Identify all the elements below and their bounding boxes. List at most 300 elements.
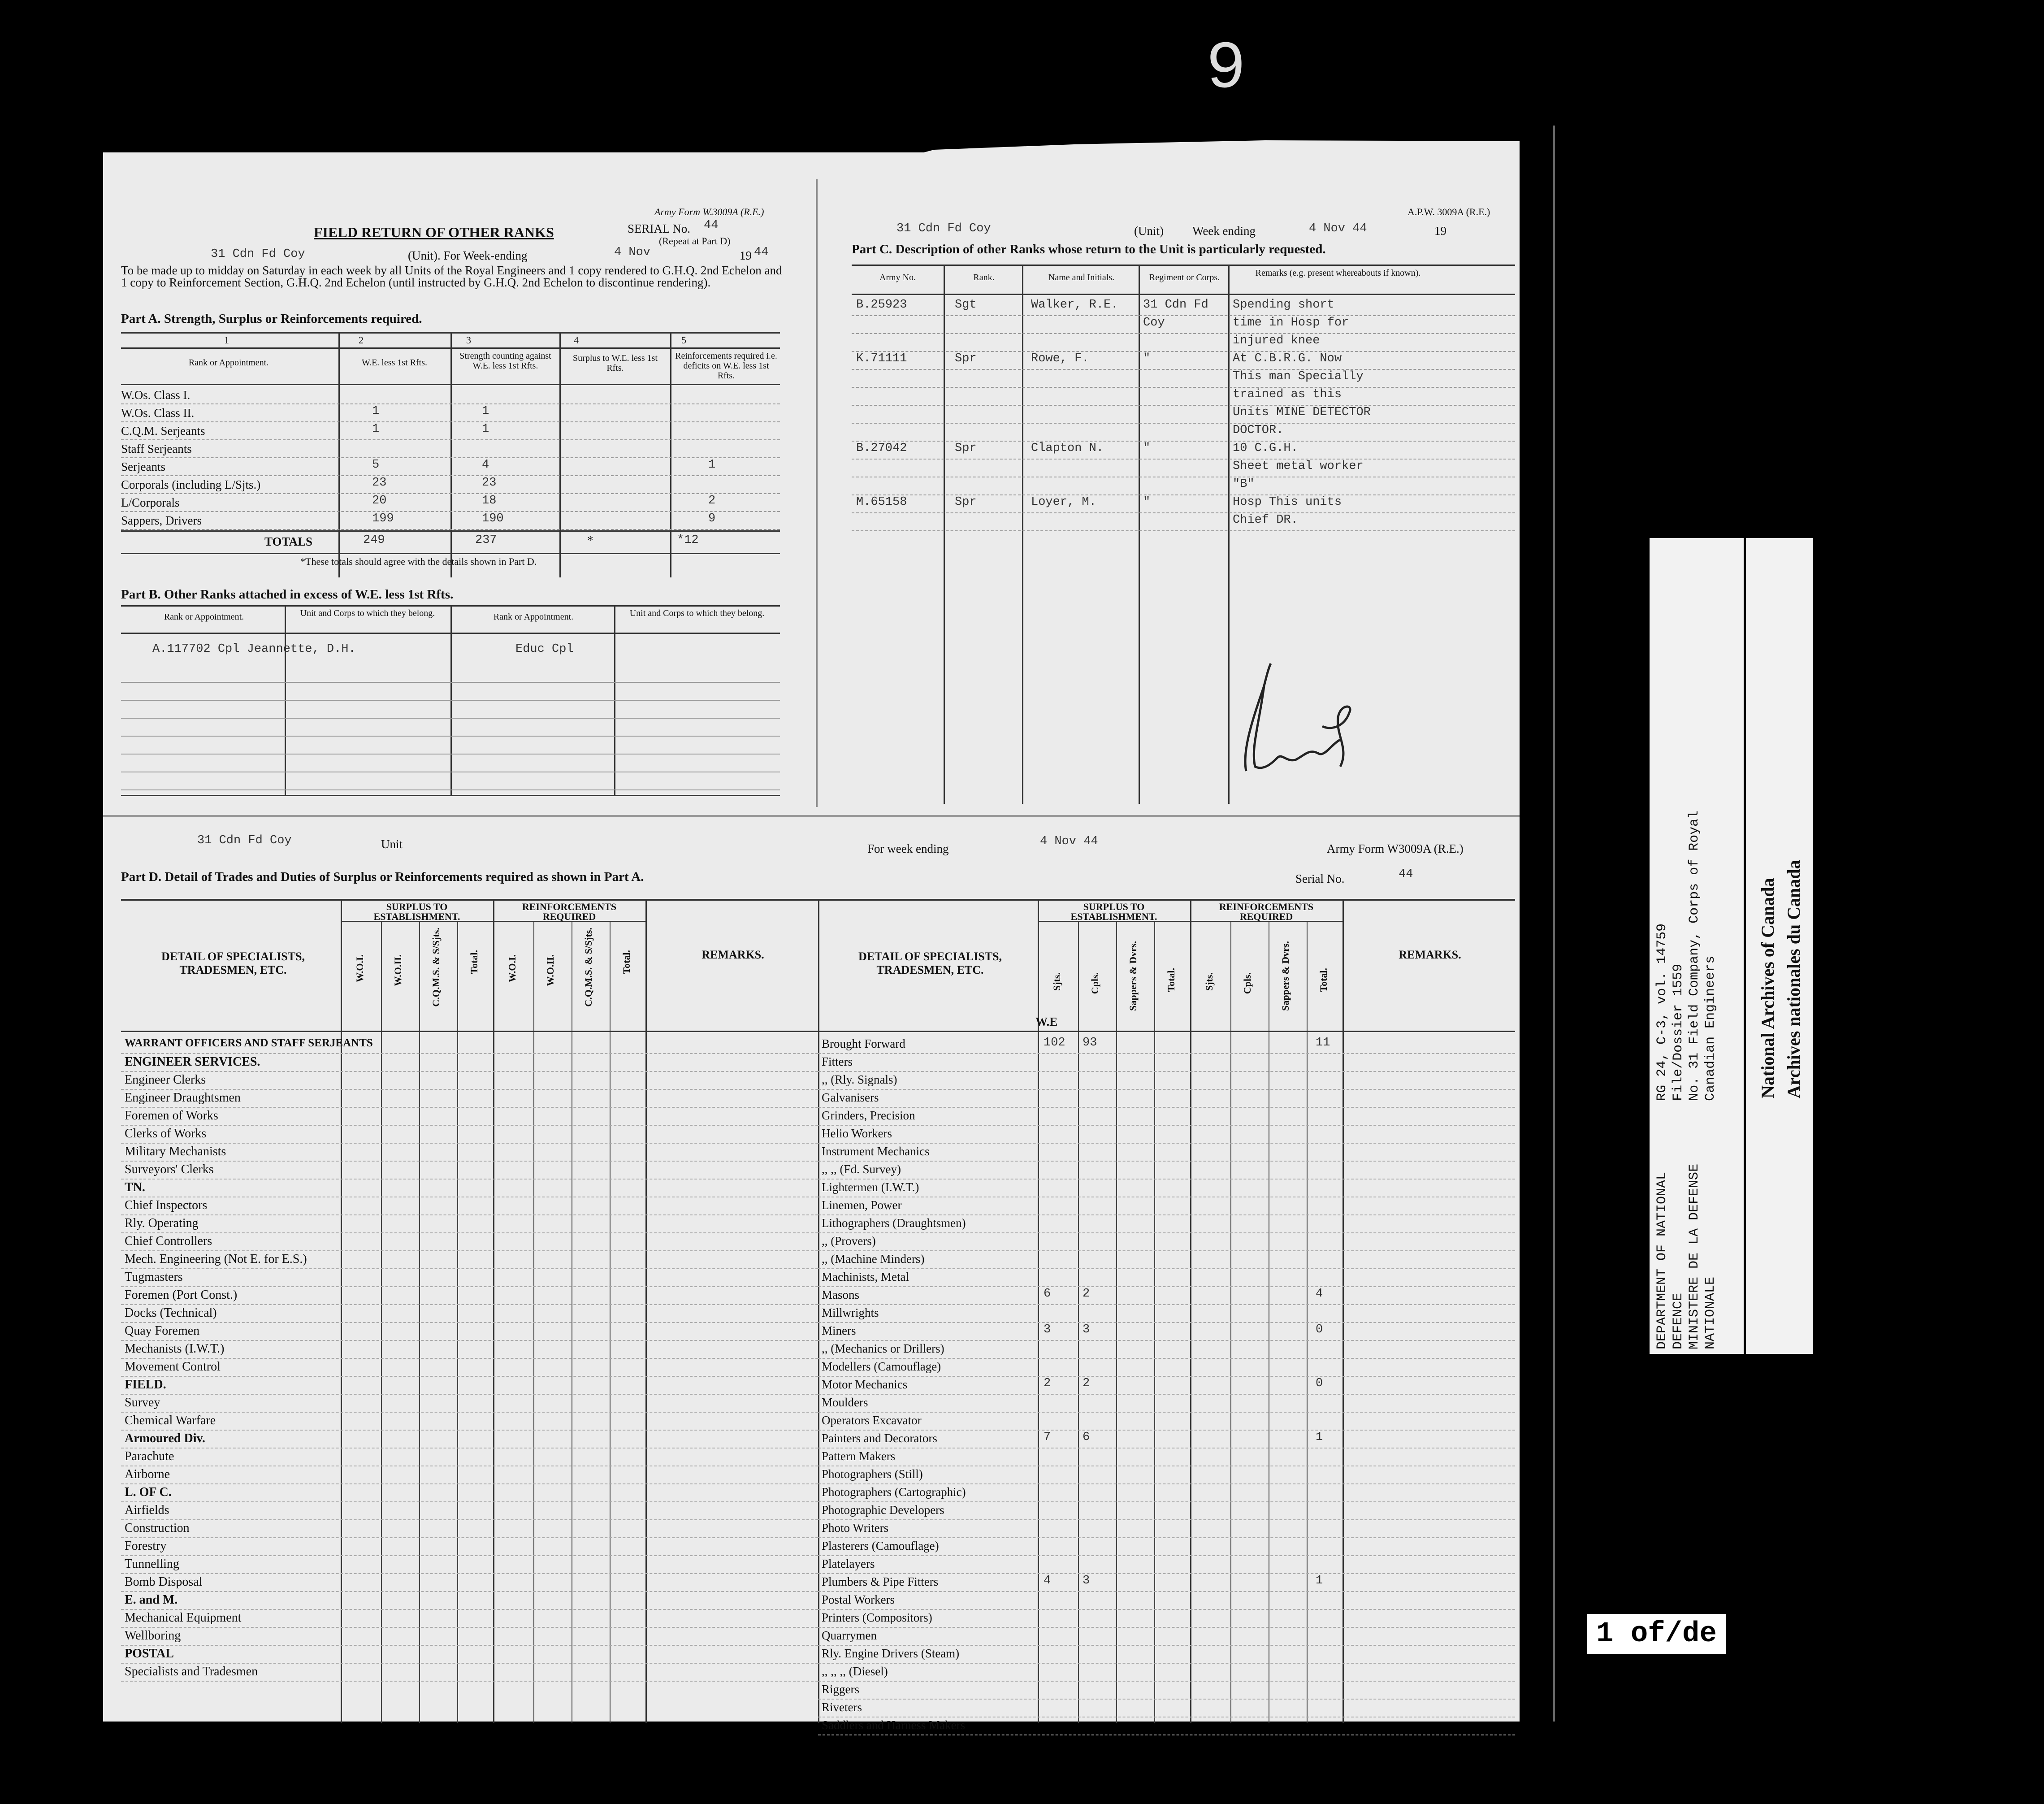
part-d-left-label: Rly. Operating	[125, 1216, 199, 1230]
part-d-right-row	[818, 1286, 1515, 1305]
part-d-left-label: Specialists and Tradesmen	[125, 1665, 258, 1678]
part-d-week-value: 4 Nov 44	[1040, 835, 1098, 848]
part-a-rank: W.Os. Class II.	[121, 406, 195, 420]
subcol-total: Total.	[468, 950, 480, 974]
part-d-left-row	[121, 1107, 818, 1126]
part-a-we: 20	[372, 494, 387, 507]
part-c-week-value: 4 Nov 44	[1309, 222, 1367, 235]
part-d-right-label: Fitters	[822, 1055, 853, 1068]
part-c-header-remarks: Remarks (e.g. present whereabouts if known).	[1255, 268, 1421, 278]
part-b-header-rank: Rank or Appointment.	[164, 612, 244, 622]
part-d-right-label: Lithographers (Draughtsmen)	[822, 1216, 966, 1230]
part-a-rank: Sappers, Drivers	[121, 514, 202, 527]
part-d-left-label: Forestry	[125, 1539, 167, 1553]
part-d-left-label: Quay Foremen	[125, 1324, 200, 1338]
part-c-table	[852, 265, 1515, 804]
part-d-right-label: Plumbers & Pipe Fitters	[822, 1575, 939, 1588]
part-d-right-row	[818, 1412, 1515, 1431]
part-c-name: Rowe, F.	[1031, 352, 1089, 365]
scan-border-line	[1553, 126, 1555, 1722]
part-a-row	[121, 403, 780, 422]
part-d-surplus-header-2: SURPLUS TO ESTABLISHMENT.	[1070, 901, 1157, 922]
page-marker: 9	[1206, 31, 1247, 108]
unit-value: 31 Cdn Fd Coy	[211, 247, 305, 261]
part-d-right-label: Millwrights	[822, 1306, 879, 1319]
part-d-left-row	[121, 1286, 818, 1305]
part-d-right-label: Photo Writers	[822, 1521, 889, 1535]
part-d-right-row	[818, 1340, 1515, 1359]
part-d-right-row	[818, 1107, 1515, 1126]
part-d-right-row	[818, 1268, 1515, 1287]
part-d-right-row	[818, 1053, 1515, 1072]
totals-strength: 237	[475, 533, 497, 547]
part-c-regiment: "	[1143, 352, 1151, 365]
part-d-left-label: Engineer Clerks	[125, 1073, 206, 1087]
part-d-left-label: Foremen of Works	[125, 1109, 218, 1123]
part-a-rank: W.Os. Class I.	[121, 388, 191, 402]
part-a-strength: 190	[482, 512, 504, 525]
part-d-sjts: 7	[1044, 1431, 1051, 1444]
col-num-3: 3	[466, 334, 471, 346]
part-c-remarks: Hosp This units	[1233, 495, 1342, 509]
part-c-title: Part C. Description of other Ranks whose return to the Unit is particularly requested.	[852, 242, 1326, 256]
part-c-row	[852, 459, 1515, 477]
part-c-row	[852, 441, 1515, 460]
subcol-woii: W.O.II.	[392, 954, 403, 986]
part-d-right-row	[818, 1358, 1515, 1377]
part-d-left-row	[121, 1340, 818, 1359]
subcol-woi-2: W.O.I.	[507, 954, 518, 983]
year-value: 44	[754, 246, 769, 259]
part-a-header-reinf: Reinforcements required i.e. deficits on W.E. less 1st Rfts.	[675, 351, 777, 381]
part-a-rank: L/Corporals	[121, 496, 180, 509]
part-d-right-label: Brought Forward	[822, 1037, 905, 1050]
part-d-right-row	[818, 1501, 1515, 1520]
part-c-remarks: injured knee	[1233, 334, 1320, 347]
part-c-remarks: "B"	[1233, 477, 1255, 491]
col-num-4: 4	[574, 334, 579, 346]
part-d-right-label: Pattern Makers	[822, 1449, 896, 1463]
part-c-rank: Spr	[955, 442, 977, 455]
form-right	[847, 197, 1520, 807]
instructions: To be made up to midday on Saturday in each week by all Units of the Royal Engineers and 1 copy rendered to G.H.Q. 2nd Echelon and 1 copy to Reinforcement Section, G.H.Q. 2nd Echelon (until instructed by G.H.Q. 2nd Echelon to discontinue rendering).	[121, 264, 782, 289]
part-d-left-row	[121, 1304, 818, 1323]
part-d-left-row	[121, 1645, 818, 1664]
part-c-week-label: Week ending	[1192, 224, 1256, 238]
part-d-left-label: Wellboring	[125, 1629, 181, 1643]
part-d-left-row	[121, 1214, 818, 1233]
part-d-left-label: Mech. Engineering (Not E. for E.S.)	[125, 1252, 307, 1266]
col-num-5: 5	[681, 334, 686, 346]
part-d-right-row	[818, 1627, 1515, 1646]
part-d-right-row	[818, 1304, 1515, 1323]
part-c-row	[852, 494, 1515, 513]
part-d-left-row	[121, 1161, 818, 1180]
part-d-left-row	[121, 1537, 818, 1556]
part-d-right-label: Instrument Mechanics	[822, 1145, 930, 1158]
part-c-rank: Spr	[955, 495, 977, 509]
part-d-right-label: Painters and Decorators	[822, 1431, 937, 1445]
part-c-remarks: time in Hosp for	[1233, 316, 1349, 330]
part-d-right-label: Modellers (Camouflage)	[822, 1360, 941, 1373]
part-d-cpls: 2	[1083, 1287, 1090, 1301]
part-d-right-label: Riggers	[822, 1683, 859, 1696]
part-d-sjts: 6	[1044, 1287, 1051, 1301]
label-ref-3: No. 31 Field Company, Corps of Royal	[1687, 810, 1702, 1101]
apw-number: A.P.W. 3009A (R.E.)	[1407, 206, 1490, 217]
part-d-right-row	[818, 1699, 1515, 1717]
part-d-right-row	[818, 1161, 1515, 1180]
part-d-left-label: Airfields	[125, 1503, 169, 1517]
part-d-reinf-header: REINFORCEMENTS REQUIRED	[522, 901, 617, 922]
part-c-army-no: K.71111	[856, 352, 907, 365]
totals-reinf: *12	[677, 533, 699, 547]
army-form-number: Army Form W.3009A (R.E.)	[654, 206, 764, 217]
part-c-rank: Sgt	[955, 298, 977, 312]
part-a-header-we: W.E. less 1st Rfts.	[362, 358, 427, 368]
serial-value: 44	[704, 219, 719, 232]
archive-name-en: National Archives of Canada	[1758, 878, 1778, 1098]
subcol-sappers: Sappers & Dvrs.	[1127, 941, 1139, 1011]
part-d-right-label: Plasterers (Camouflage)	[822, 1539, 939, 1552]
part-d-sjts: 4	[1044, 1574, 1051, 1587]
part-d-left-label: Survey	[125, 1396, 160, 1409]
horizontal-divider	[103, 815, 1520, 817]
part-b-table	[121, 605, 780, 796]
part-a-row	[121, 511, 780, 530]
part-d-left-row	[121, 1125, 818, 1144]
subcol-sjts-2: Sjts.	[1204, 972, 1215, 991]
col-num-2: 2	[359, 334, 364, 346]
subcol-cqms: C.Q.M.S. & S/Sjts.	[430, 928, 442, 1007]
subcol-sappers-2: Sappers & Dvrs.	[1280, 941, 1291, 1011]
part-d-left-row	[121, 1053, 818, 1072]
part-d-left-row	[121, 1071, 818, 1090]
label-dept-4: NATIONALE	[1703, 1276, 1718, 1349]
part-d-cpls: 3	[1083, 1574, 1090, 1587]
part-d-right-row	[818, 1035, 1515, 1054]
part-d-left-row	[121, 1179, 818, 1197]
part-d-army-form: Army Form W3009A (R.E.)	[1327, 842, 1464, 855]
part-d-left-label: Chief Inspectors	[125, 1198, 208, 1212]
part-d-left-label: Bomb Disposal	[125, 1575, 203, 1589]
part-d-left-label: Construction	[125, 1521, 190, 1535]
part-d-left-row	[121, 1663, 818, 1682]
part-c-header-rank: Rank.	[973, 273, 995, 282]
part-c-remarks: Spending short	[1233, 298, 1334, 312]
subcol-cqms-2: C.Q.M.S. & S/Sjts.	[583, 928, 594, 1007]
year-prefix: 19	[740, 249, 752, 262]
part-c-row	[852, 315, 1515, 334]
part-d-unit-value: 31 Cdn Fd Coy	[197, 834, 292, 847]
part-d-left-label: Mechanical Equipment	[125, 1611, 242, 1625]
part-a-row	[121, 421, 780, 440]
part-c-army-no: B.25923	[856, 298, 907, 312]
part-d-left-row	[121, 1035, 818, 1054]
part-c-row	[852, 351, 1515, 370]
part-d-week-label: For week ending	[867, 842, 949, 855]
totals-surplus: *	[587, 533, 593, 547]
part-d-left-row	[121, 1609, 818, 1628]
part-c-row	[852, 369, 1515, 388]
part-a-reinf: 2	[708, 494, 716, 507]
part-d-right-label: Saddlers and Harness Makers	[822, 1718, 966, 1732]
part-d-right-label: Linemen, Power	[822, 1198, 902, 1212]
part-d-reinf-header-2: REINFORCEMENTS REQUIRED	[1219, 901, 1314, 922]
subcol-woi: W.O.I.	[354, 954, 365, 983]
part-d-right-label: ,, (Machine Minders)	[822, 1252, 925, 1266]
part-d-right-row	[818, 1609, 1515, 1628]
part-d-right-label: Helio Workers	[822, 1127, 892, 1140]
part-d-cpls: 2	[1083, 1377, 1090, 1390]
part-d-left-label: E. and M.	[125, 1593, 178, 1607]
frame-label: 1 of/de	[1587, 1614, 1726, 1654]
part-d-left-label: Armoured Div.	[125, 1431, 205, 1445]
part-d-right-label: Masons	[822, 1288, 860, 1301]
part-d-right-label: Quarrymen	[822, 1629, 877, 1642]
part-d-right-row	[818, 1197, 1515, 1215]
part-d-left-row	[121, 1394, 818, 1413]
part-c-name: Loyer, M.	[1031, 495, 1096, 509]
part-b-header-unit-2: Unit and Corps to which they belong.	[629, 608, 765, 618]
part-d-detail-header: DETAIL OF SPECIALISTS, TRADESMEN, ETC.	[161, 950, 305, 976]
part-d-left-row	[121, 1573, 818, 1592]
part-c-army-no: B.27042	[856, 442, 907, 455]
part-d-right-label: Postal Workers	[822, 1593, 895, 1606]
part-d-sjts: 3	[1044, 1323, 1051, 1336]
part-d-right-label: Operators Excavator	[822, 1414, 922, 1427]
part-d-right-row	[818, 1448, 1515, 1466]
part-d-right-row	[818, 1322, 1515, 1341]
part-a-row	[121, 475, 780, 494]
unit-label: (Unit). For Week-ending	[408, 249, 528, 262]
part-d-right-label: ,, ,, ,, (Diesel)	[822, 1665, 888, 1678]
part-d-left-label: POSTAL	[125, 1647, 174, 1661]
subcol-sjts: Sjts.	[1051, 972, 1062, 991]
part-c-row	[852, 512, 1515, 531]
archive-name-fr: Archives nationales du Canada	[1784, 860, 1804, 1098]
part-a-header-rank: Rank or Appointment.	[188, 358, 269, 368]
part-d-right-label: ,, (Mechanics or Drillers)	[822, 1342, 944, 1355]
part-c-year-prefix: 19	[1434, 224, 1446, 238]
part-d-right-label: Grinders, Precision	[822, 1109, 915, 1122]
archive-name-strip	[1746, 538, 1813, 1354]
part-d-left-label: Tunnelling	[125, 1557, 179, 1571]
totals-label: TOTALS	[264, 535, 313, 548]
part-a-strength: 18	[482, 494, 497, 507]
part-d-right-label: Machinists, Metal	[822, 1270, 909, 1284]
part-b-entry-2: Educ Cpl	[515, 642, 574, 656]
label-dept-2: DEFENCE	[1671, 1292, 1686, 1349]
part-c-remarks: DOCTOR.	[1233, 424, 1284, 437]
part-d-left-label: Docks (Technical)	[125, 1306, 217, 1320]
part-d-left-label: Tugmasters	[125, 1270, 183, 1284]
part-d-right-label: Photographers (Still)	[822, 1467, 923, 1481]
part-c-remarks: This man Specially	[1233, 370, 1364, 383]
part-c-remarks: Chief DR.	[1233, 513, 1298, 527]
part-c-row	[852, 423, 1515, 442]
part-a-header-surplus: Surplus to W.E. less 1st Rfts.	[573, 353, 658, 373]
part-a-row	[121, 386, 780, 404]
part-d-right-row	[818, 1717, 1515, 1735]
part-b-header-rank-2: Rank or Appointment.	[493, 612, 574, 622]
part-a-reinf: 9	[708, 512, 716, 525]
subcol-cpls-2: Cpls.	[1242, 972, 1253, 994]
week-value: 4 Nov	[614, 246, 651, 259]
part-d-left-label: Military Mechanists	[125, 1145, 226, 1158]
part-a-reinf: 1	[708, 458, 716, 472]
part-b-header-unit: Unit and Corps to which they belong.	[300, 608, 435, 618]
subcol-cpls: Cpls.	[1089, 972, 1100, 994]
part-a-we: 1	[372, 404, 380, 418]
part-c-remarks: At C.B.R.G. Now	[1233, 352, 1342, 365]
part-c-name: Walker, R.E.	[1031, 298, 1118, 312]
part-d-right-row	[818, 1143, 1515, 1162]
part-d-right-label: Galvanisers	[822, 1091, 879, 1104]
part-c-header-name: Name and Initials.	[1048, 273, 1115, 282]
part-c-regiment: "	[1143, 442, 1151, 455]
part-d-right-table	[818, 899, 1515, 1732]
archive-label	[1650, 538, 1744, 1354]
part-d-right-label: Moulders	[822, 1396, 868, 1409]
part-d-right-row	[818, 1430, 1515, 1448]
part-d-total: 4	[1316, 1287, 1323, 1301]
part-c-unit-label: (Unit)	[1134, 224, 1164, 238]
part-d-right-row	[818, 1537, 1515, 1556]
part-d-unit-label: Unit	[381, 837, 403, 851]
part-a-strength: 4	[482, 458, 489, 472]
part-b-entry: A.117702 Cpl Jeannette, D.H.	[152, 642, 356, 656]
part-d-right-row	[818, 1645, 1515, 1664]
part-d-right-row	[818, 1573, 1515, 1592]
part-d-right-label: Platelayers	[822, 1557, 875, 1570]
part-d-right-row	[818, 1555, 1515, 1574]
totals-we: 249	[363, 533, 385, 547]
part-a-rank: Staff Serjeants	[121, 442, 192, 455]
part-a-table	[121, 347, 780, 577]
part-a-we: 199	[372, 512, 394, 525]
form-title: FIELD RETURN OF OTHER RANKS	[314, 224, 554, 240]
part-d-right-row	[818, 1519, 1515, 1538]
part-d-left-row	[121, 1197, 818, 1215]
part-d-right-row	[818, 1591, 1515, 1610]
label-ref-4: Canadian Engineers	[1703, 955, 1718, 1101]
part-d-sjts: 102	[1044, 1036, 1065, 1049]
part-d-left-row	[121, 1412, 818, 1431]
part-d-remarks-header-2: REMARKS.	[1399, 948, 1461, 961]
part-d-left-label: Chief Controllers	[125, 1234, 212, 1248]
part-c-row	[852, 405, 1515, 424]
part-a-rank: Corporals (including L/Sjts.)	[121, 478, 261, 491]
part-a-row	[121, 457, 780, 476]
part-d-right-row	[818, 1663, 1515, 1682]
part-d-left-label: Surveyors' Clerks	[125, 1162, 214, 1176]
part-d-total: 0	[1316, 1377, 1323, 1390]
part-c-unit-value: 31 Cdn Fd Coy	[896, 222, 991, 235]
part-a-header-strength: Strength counting against W.E. less 1st Rfts.	[459, 351, 551, 371]
subcol-total-r: Total.	[1165, 968, 1177, 992]
col-num-1: 1	[224, 334, 229, 346]
part-a-we: 5	[372, 458, 380, 472]
part-d-left-row	[121, 1483, 818, 1502]
part-d-total: 1	[1316, 1574, 1323, 1587]
part-d-left-label: Clerks of Works	[125, 1127, 207, 1141]
part-d-surplus-header: SURPLUS TO ESTABLISHMENT.	[373, 901, 460, 922]
part-d-left-row	[121, 1501, 818, 1520]
part-d-left-row	[121, 1466, 818, 1484]
part-d-left-label: FIELD.	[125, 1378, 166, 1392]
part-d-right-label: Motor Mechanics	[822, 1378, 908, 1391]
part-d-right-label: ,, (Provers)	[822, 1234, 876, 1248]
part-c-regiment: 31 Cdn Fd	[1143, 298, 1208, 312]
part-c-row	[852, 387, 1515, 406]
part-d-right-row	[818, 1125, 1515, 1144]
part-c-header-regiment: Regiment or Corps.	[1149, 273, 1220, 282]
part-d-right-row	[818, 1232, 1515, 1251]
label-dept-3: MINISTERE DE LA DEFENSE	[1687, 1163, 1702, 1349]
part-d-right-row	[818, 1250, 1515, 1269]
label-ref-1: RG 24, C-3, vol. 14759	[1654, 923, 1670, 1101]
part-d-left-label: Parachute	[125, 1449, 174, 1463]
part-d-total: 1	[1316, 1431, 1323, 1444]
part-c-header-army-no: Army No.	[879, 273, 916, 282]
part-d-left-label: Movement Control	[125, 1360, 221, 1374]
part-d-title: Part D. Detail of Trades and Duties of Surplus or Reinforcements required as shown in Part A.	[121, 870, 644, 884]
part-d-left-row	[121, 1591, 818, 1610]
part-d-left-label: WARRANT OFFICERS AND STAFF SERJEANTS	[125, 1037, 373, 1049]
serial-label: SERIAL No.	[628, 222, 690, 235]
part-d-detail-header-2: DETAIL OF SPECIALISTS, TRADESMEN, ETC.	[858, 950, 1002, 976]
part-d-right-label: Riveters	[822, 1700, 862, 1714]
part-d-left-row	[121, 1555, 818, 1574]
part-d	[121, 825, 1515, 1732]
part-d-left-row	[121, 1519, 818, 1538]
part-c-remarks: trained as this	[1233, 388, 1342, 401]
serial-note: (Repeat at Part D)	[659, 235, 731, 247]
part-a-title: Part A. Strength, Surplus or Reinforcements required.	[121, 312, 422, 326]
part-d-serial-label: Serial No.	[1295, 872, 1345, 885]
part-d-right-label: Photographic Developers	[822, 1503, 944, 1517]
part-d-total: 11	[1316, 1036, 1330, 1049]
part-d-right-label: Lightermen (I.W.T.)	[822, 1180, 919, 1194]
part-d-right-row	[818, 1394, 1515, 1413]
part-d-left-row	[121, 1358, 818, 1377]
part-d-remarks-header: REMARKS.	[702, 948, 764, 961]
vertical-divider	[816, 179, 818, 807]
part-d-cpls: 93	[1083, 1036, 1097, 1049]
label-dept-1: DEPARTMENT OF NATIONAL	[1654, 1171, 1670, 1349]
part-c-remarks: Units MINE DETECTOR	[1233, 406, 1371, 419]
totals-note: *These totals should agree with the details shown in Part D.	[300, 556, 537, 567]
part-c-row	[852, 297, 1515, 316]
label-ref-2: File/Dossier 1559	[1671, 963, 1686, 1101]
part-d-sjts: 2	[1044, 1377, 1051, 1390]
signature	[1228, 659, 1363, 780]
part-d-left-label: Chemical Warfare	[125, 1414, 216, 1427]
part-d-right-row	[818, 1376, 1515, 1395]
part-d-left-label: Mechanists (I.W.T.)	[125, 1342, 225, 1356]
part-d-left-row	[121, 1376, 818, 1395]
part-d-right-label: Rly. Engine Drivers (Steam)	[822, 1647, 960, 1660]
part-d-left-label: TN.	[125, 1180, 145, 1194]
part-d-left-row	[121, 1627, 818, 1646]
part-d-left-row	[121, 1250, 818, 1269]
part-b-title: Part B. Other Ranks attached in excess of W.E. less 1st Rfts.	[121, 587, 454, 602]
part-d-left-label: L. OF C.	[125, 1485, 172, 1499]
part-a-we: 23	[372, 476, 387, 490]
part-d-right-label: Miners	[822, 1324, 856, 1337]
subcol-total-r-2: Total.	[1318, 968, 1329, 992]
